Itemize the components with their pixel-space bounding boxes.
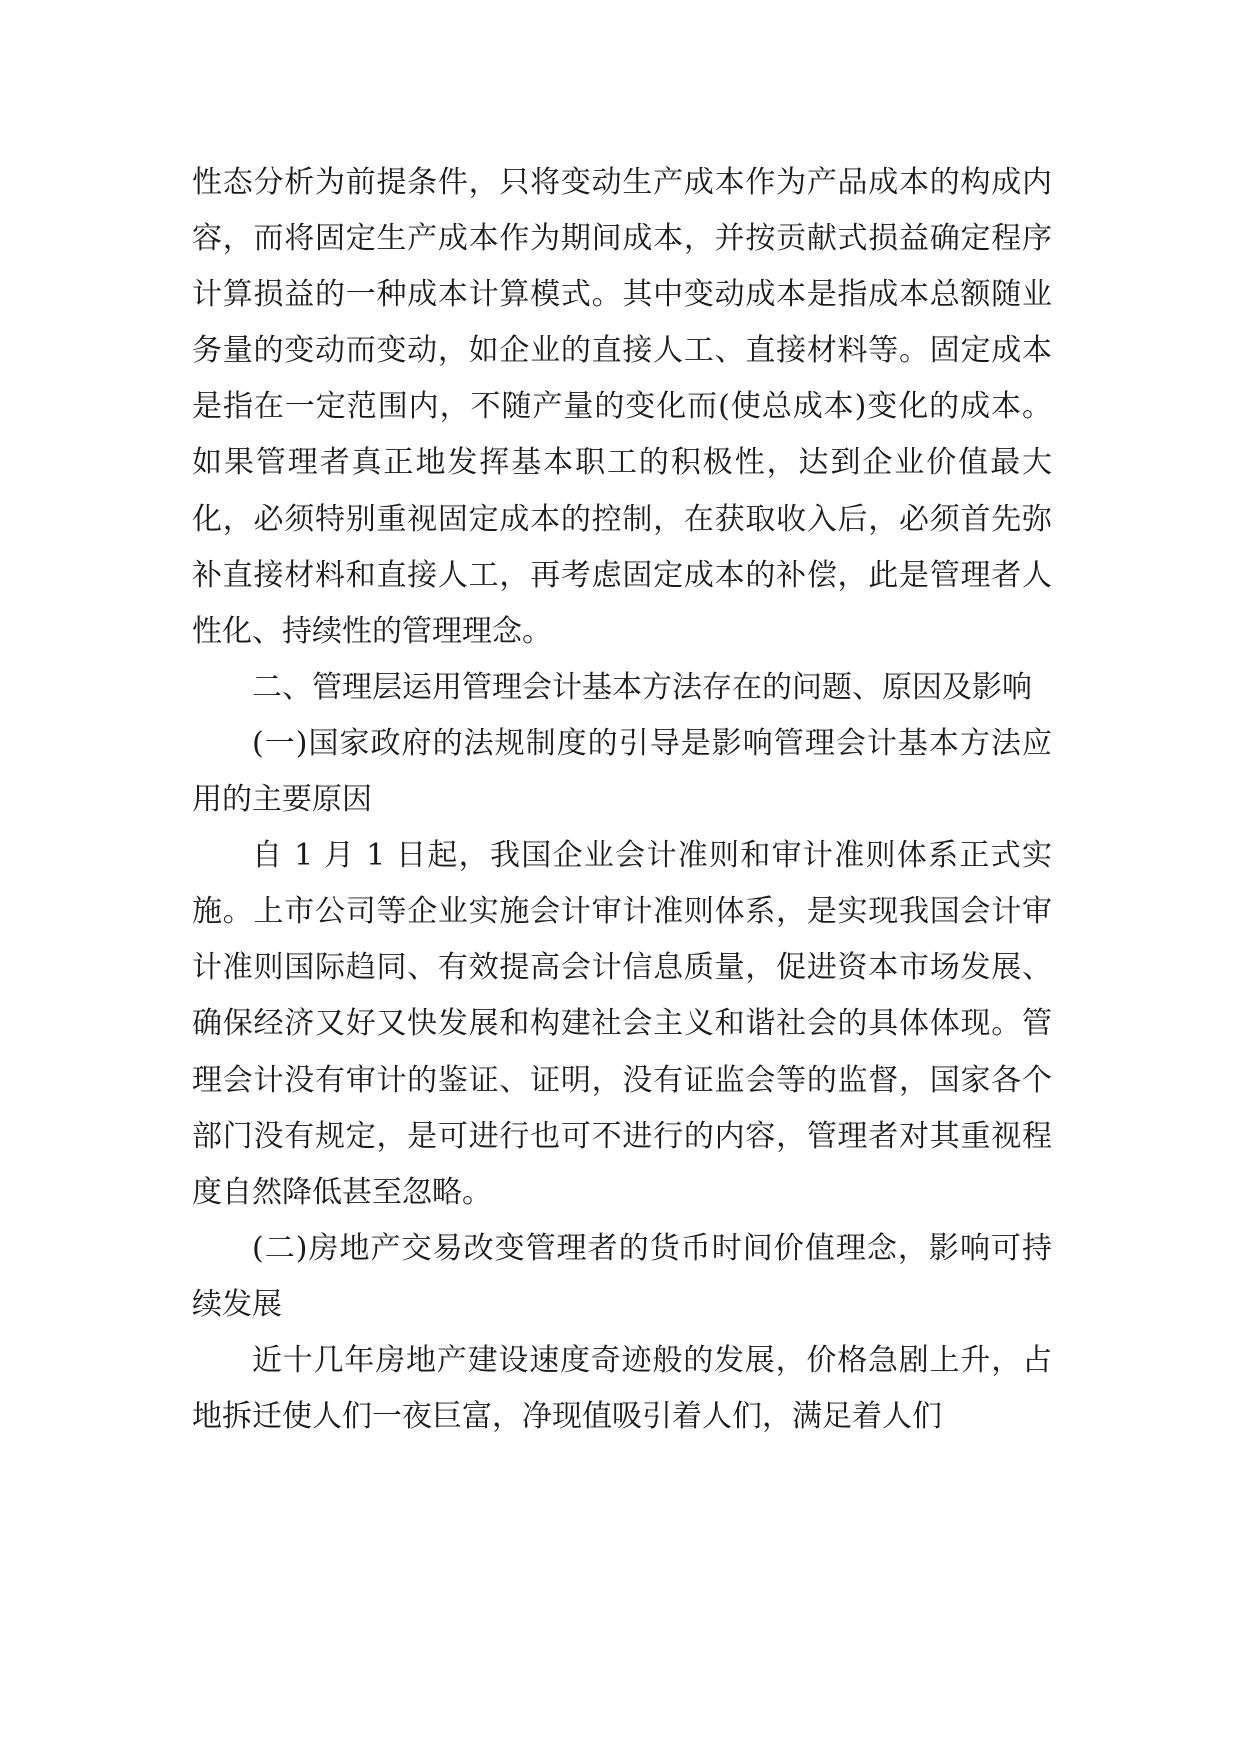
body-paragraph: 自 1 月 1 日起，我国企业会计准则和审计准则体系正式实施。上市公司等企业实施会计审计准则体系，是实现我国会计审计准则国际趋同、有效提高会计信息质量，促进资本市场发展、确保经济又好又快发展和构建社会主义和谐社会的具体体现。管理会计没有审计的鉴证、证明，没有证监会等的监督，国家各个部门没有规定，是可进行也可不进行的内容，管理者对其重视程度自然降低甚至忽略。 [192, 838, 1052, 1210]
body-paragraph: 近十几年房地产建设速度奇迹般的发展，价格急剧上升，占地拆迁使人们一夜巨富，净现值吸引着人们，满足着人们 [192, 1342, 1052, 1435]
body-paragraph: 性态分析为前提条件，只将变动生产成本作为产品成本的构成内容，而将固定生产成本作为期间成本，并按贡献式损益确定程序计算损益的一种成本计算模式。其中变动成本是指成本总额随业务量的变动而变动，如企业的直接人工、直接材料等。固定成本是指在一定范围内，不随产量的变化而(使总成本)变化的成本。如果管理者真正地发挥基本职工的积极性，达到企业价值最大化，必须特别重视固定成本的控制，在获取收入后，必须首先弥补直接材料和直接人工，再考虑固定成本的补偿，此是管理者人性化、持续性的管理理念。 [192, 165, 1052, 649]
subsection-heading: (一)国家政府的法规制度的引导是影响管理会计基本方法应用的主要原因 [192, 725, 1052, 818]
section-heading: 二、管理层运用管理会计基本方法存在的问题、原因及影响 [252, 669, 1032, 705]
document-body [192, 155, 1052, 1445]
subsection-heading: (二)房地产交易改变管理者的货币时间价值理念，影响可持续发展 [192, 1230, 1052, 1322]
